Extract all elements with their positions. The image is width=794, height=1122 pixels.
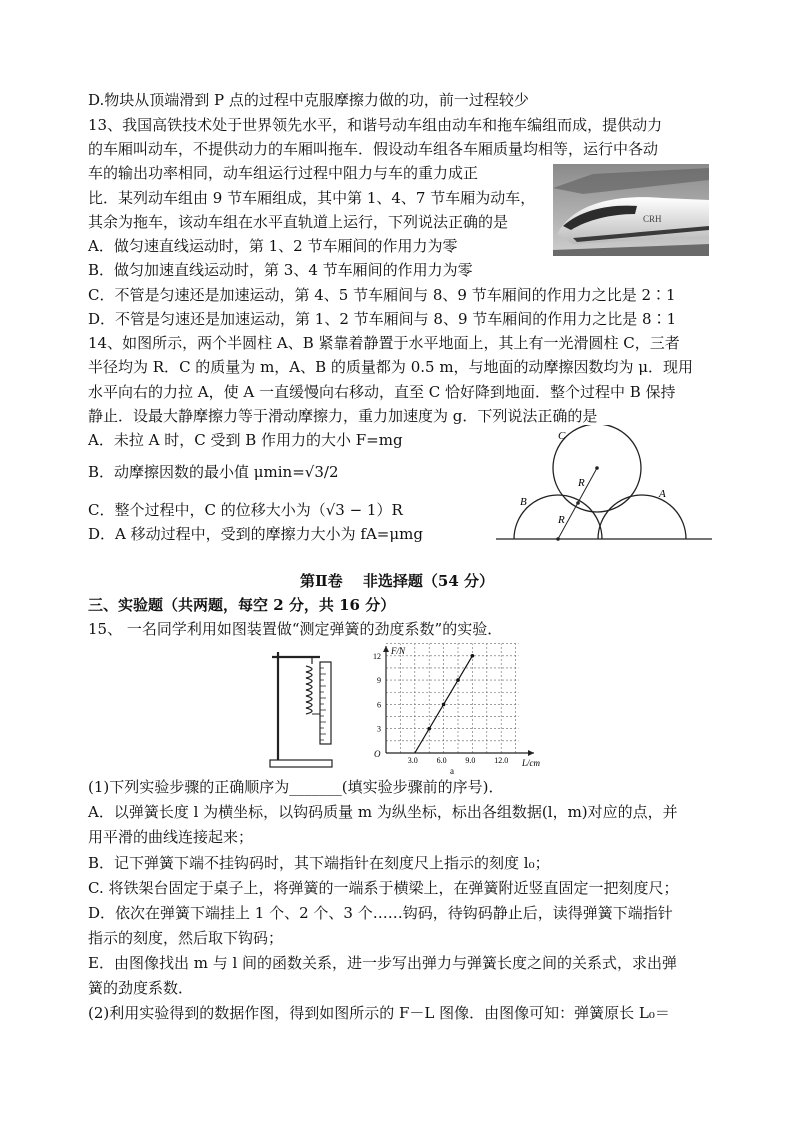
label-r-upper: R	[578, 477, 585, 489]
q15-step-e-2: 簧的劲度系数．	[88, 979, 194, 997]
force-length-chart	[366, 640, 544, 776]
q15-step-c: C. 将铁架台固定于桌子上，将弹簧的一端系于横梁上，在弹簧附近竖直固定一把刻度尺；	[88, 879, 679, 897]
x-axis-arrow	[528, 750, 534, 756]
cylinders-diagram	[494, 425, 714, 545]
q15-step-1: (1)下列实验步骤的正确顺序为_______(填实验步骤前的序号)．	[88, 778, 504, 796]
q13-line-5: 其余为拖车，该动车组在水平直轨道上运行，下列说法正确的是	[88, 213, 509, 231]
train-photo	[553, 164, 709, 256]
q14-line-1: 14、如图所示，两个半圆柱 A、B 紧靠着静置于水平地面上，其上有一光滑圆柱 C，三者	[88, 334, 680, 352]
x-tick-label: 12.0	[494, 756, 509, 765]
part2-title: 第Ⅱ卷 非选择题（54 分）	[300, 572, 494, 590]
q15-step-a-2: 用平滑的曲线连接起来；	[88, 828, 254, 846]
x-tick-label: 6.0	[436, 756, 447, 765]
q13-option-b: B．做匀加速直线运动时，第 3、4 节车厢间的作用力为零	[88, 261, 473, 279]
q13-option-d: D．不管是匀速还是加速运动，第 1、2 节车厢间与 8、9 节车厢间的作用力之比是 8∶1	[88, 310, 677, 328]
q14-line-3: 水平向右的力拉 A，使 A 一直缓慢向右移动，直至 C 恰好降到地面．整个过程中 B 保持	[88, 383, 676, 401]
q14-option-a: A．未拉 A 时，C 受到 B 作用力的大小 F=mg	[88, 431, 403, 449]
label-b: B	[520, 496, 527, 508]
data-point	[456, 678, 460, 682]
y-tick-label: 3	[377, 724, 381, 734]
q13-option-a: A．做匀速直线运动时，第 1、2 节车厢间的作用力为零	[88, 237, 458, 255]
origin-label: O	[374, 749, 381, 759]
x-tick-label: 9.0	[465, 756, 476, 765]
label-a: A	[659, 488, 666, 500]
q13-line-1: 13、我国高铁技术处于世界领先水平，和谐号动车组由动车和拖车编组而成，提供动力	[88, 116, 663, 134]
data-point	[442, 703, 446, 707]
y-tick-label: 9	[377, 676, 381, 686]
section3-title: 三、实验题（共两题，每空 2 分，共 16 分）	[88, 596, 396, 614]
q14-line-2: 半径均为 R．C 的质量为 m，A、B 的质量都为 0.5 m，与地面的动摩擦因数均为 μ．现用	[88, 358, 694, 376]
y-axis-label: F/N	[391, 646, 406, 656]
x-axis-label: L/cm	[522, 758, 540, 768]
q13-option-c: C．不管是匀速还是加速运动，第 4、5 节车厢间与 8、9 节车厢间的作用力之比是 2∶1	[88, 286, 676, 304]
q15-step-d-2: 指示的刻度，然后取下钩码；	[88, 929, 284, 947]
chart-caption: a	[450, 766, 454, 776]
data-point	[471, 654, 475, 658]
q15-step-e-1: E．由图像找出 m 与 l 间的函数关系，进一步写出弹力与弹簧长度之间的关系式，求出弹	[88, 954, 678, 972]
q13-line-3: 车的输出功率相同，动车组运行过程中阻力与车的重力成正	[88, 164, 479, 182]
q15-step-2: (2)利用实验得到的数据作图，得到如图所示的 F－L 图像．由图像可知：弹簧原长 L₀＝	[88, 1004, 670, 1022]
q15-intro: 15、 一名同学利用如图装置做“测定弹簧的劲度系数”的实验．	[88, 620, 503, 638]
q12-option-d: D.物块从顶端滑到 P 点的过程中克服摩擦力做的功，前一过程较少	[88, 91, 529, 109]
q15-step-d-1: D．依次在弹簧下端挂上 1 个、2 个、3 个……钩码，待钩码静止后，读得弹簧下端指针	[88, 904, 673, 922]
x-tick-label: 3.0	[407, 756, 418, 765]
q14-line-4: 静止．设最大静摩擦力等于滑动摩擦力，重力加速度为 g．下列说法正确的是	[88, 407, 598, 425]
y-tick-label: 12	[373, 651, 381, 661]
train-logo: CRH	[643, 214, 662, 224]
spring-apparatus	[262, 648, 344, 772]
q14-option-c: C．整个过程中，C 的位移大小为（√3 − 1）R	[88, 501, 403, 519]
data-point	[427, 727, 431, 731]
y-axis-arrow	[383, 646, 389, 652]
q14-option-d: D．A 移动过程中，受到的摩擦力大小为 fA=μmg	[88, 525, 423, 543]
q14-option-b: B．动摩擦因数的最小值 μmin=√3/2	[88, 463, 339, 481]
q15-step-b: B．记下弹簧下端不挂钩码时，其下端指针在刻度尺上指示的刻度 l₀；	[88, 854, 550, 872]
q13-line-4: 比．某列动车组由 9 节车厢组成，其中第 1、4、7 节车厢为动车，	[88, 189, 536, 207]
y-tick-label: 6	[377, 700, 381, 710]
q13-line-2: 的车厢叫动车，不提供动力的车厢叫拖车．假设动车组各车厢质量均相等，运行中各动	[88, 140, 659, 158]
label-r-lower: R	[558, 514, 565, 526]
label-c: C	[558, 430, 566, 442]
q15-step-a-1: A．以弹簧长度 l 为横坐标，以钩码质量 m 为纵坐标，标出各组数据(l，m)对应的点，并	[88, 803, 678, 821]
